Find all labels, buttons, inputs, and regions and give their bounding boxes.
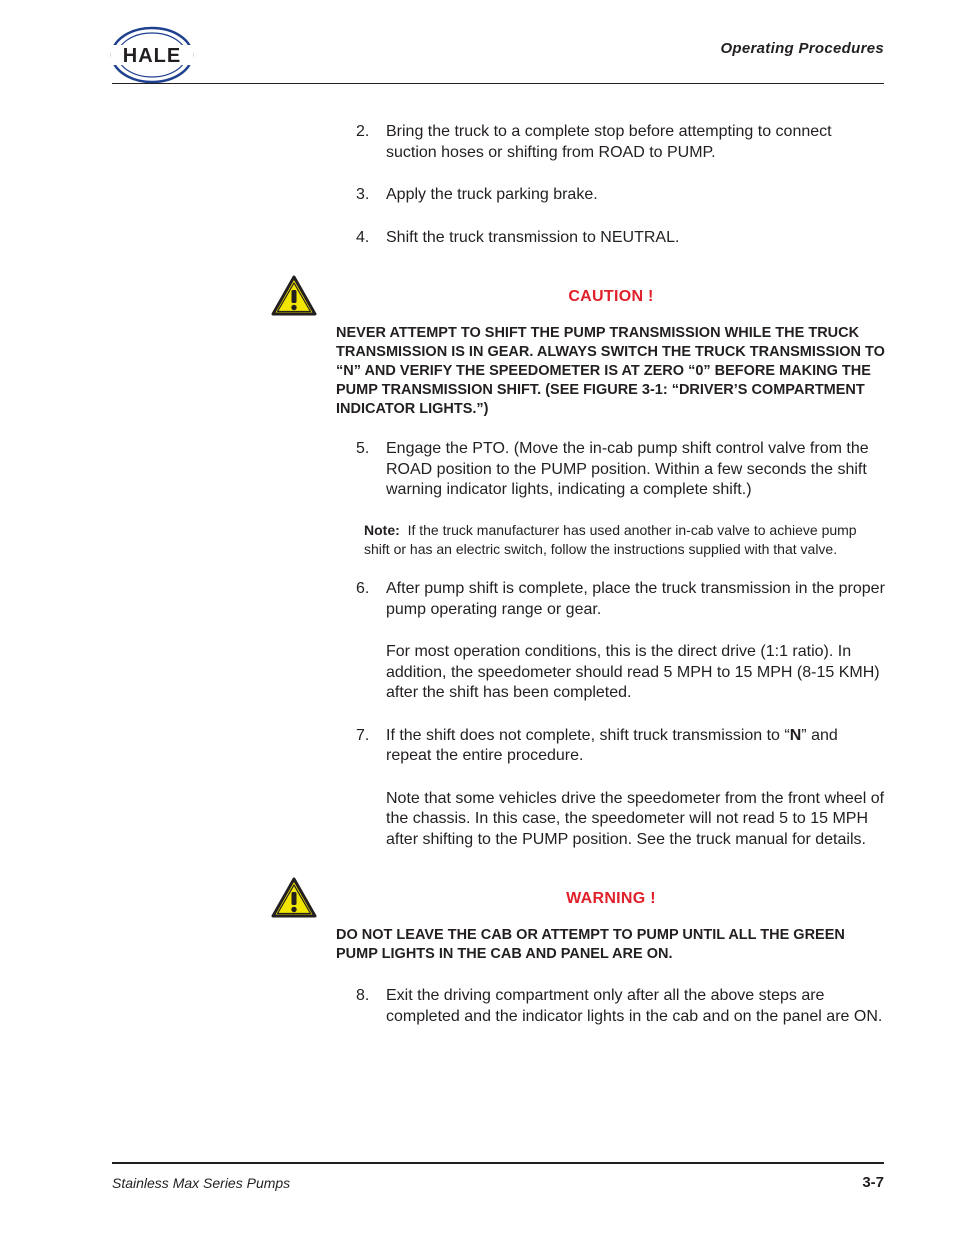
step-6: 6. After pump shift is complete, place the truck transmission in the proper pump operating range or gear.: [356, 580, 885, 618]
hale-logo: [110, 26, 194, 84]
header-divider: [112, 83, 884, 84]
step-4: 4. Shift the truck transmission to NEUTRAL.: [356, 228, 680, 246]
caution-label: CAUTION !: [568, 288, 654, 305]
note-text: If the truck manufacturer has used another in-cab valve to achieve pump shift or has an electric switch, follow the instructions supplied with that valve.: [364, 521, 857, 557]
footer-manual-title: Stainless Max Series Pumps: [112, 1175, 291, 1191]
caution-text: NEVER ATTEMPT TO SHIFT THE PUMP TRANSMISSION WHILE THE TRUCK TRANSMISSION IS IN GEAR. ALWAYS SWITCH THE TRUCK TRANSMISSION TO “N” AND VERIFY THE SPEEDOMETER IS AT ZERO “0” BEFORE MAKING THE PUMP TRANSMISSION SHIFT. (SEE FIGURE 3-1: “DRIVER’S COMPARTMENT INDICATOR LIGHTS.”): [336, 325, 885, 417]
page-content: [336, 122, 886, 1027]
step-3: 3. Apply the truck parking brake.: [356, 186, 598, 203]
warning-text: DO NOT LEAVE THE CAB OR ATTEMPT TO PUMP UNTIL ALL THE GREEN PUMP LIGHTS IN THE CAB AND PANEL ARE ON.: [336, 927, 845, 963]
note-label: Note:: [364, 521, 400, 538]
page-number: 3-7: [862, 1174, 884, 1191]
footer-divider: [112, 1162, 884, 1164]
step-6-detail: For most operation conditions, this is the direct drive (1:1 ratio). In addition, the speedometer should read 5 MPH to 15 MPH (8-15 KMH) after the shift has been completed.: [386, 643, 880, 702]
warning-header: [336, 880, 886, 920]
caution-header: [336, 278, 886, 318]
step-5: 5. Engage the PTO. (Move the in-cab pump shift control valve from the ROAD position to the PUMP position. Within a few seconds the shift warning indicator lights, indicating a complete shift.): [356, 440, 869, 498]
step-2: 2. Bring the truck to a complete stop before attempting to connect suction hoses or shifting from ROAD to PUMP.: [356, 123, 832, 161]
warning-label: WARNING !: [566, 890, 656, 908]
warning-triangle-icon: [270, 274, 318, 318]
step-7: 7. If the shift does not complete, shift truck transmission to “N” and repeat the entire procedure.: [356, 726, 838, 765]
warning-triangle-icon: [270, 876, 318, 920]
svg-text:HALE: HALE: [122, 45, 182, 67]
step-8: 8. Exit the driving compartment only after all the above steps are completed and the indicator lights in the cab and on the panel are ON.: [356, 987, 883, 1025]
section-title: Operating Procedures: [720, 40, 884, 57]
note-block: [364, 521, 886, 560]
step-7-detail: Note that some vehicles drive the speedometer from the front wheel of the chassis. In this case, the speedometer will not read 5 to 15 MPH after shifting to the PUMP position. See the truck manual for details.: [386, 789, 885, 848]
